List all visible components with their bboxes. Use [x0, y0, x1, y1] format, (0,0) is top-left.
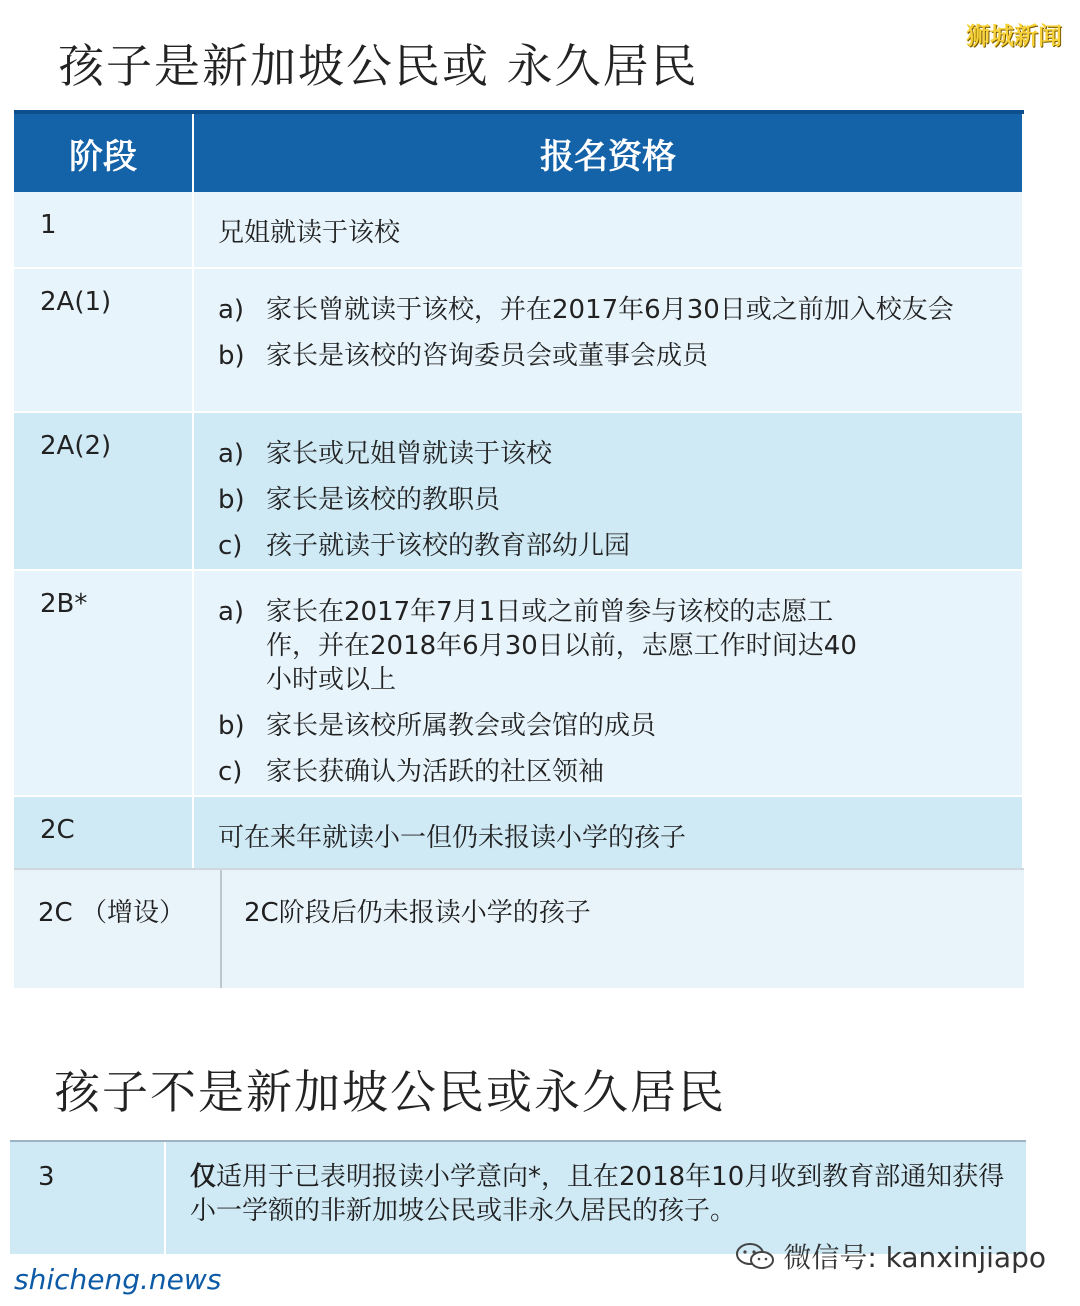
item-letter: c): [218, 757, 243, 787]
stage-cell: 1: [14, 192, 193, 268]
wechat-id-text: 微信号: kanxinjiapo: [783, 1241, 1046, 1274]
item-text: 家长是该校的咨询委员会或董事会成员: [266, 341, 709, 371]
item-letter: a): [218, 295, 245, 325]
stage-cell: 3: [38, 1162, 55, 1192]
item-text: 家长获确认为活跃的社区领袖: [266, 757, 605, 787]
stage-cell: 2A(2): [14, 412, 193, 570]
wechat-icon: [735, 1241, 775, 1271]
stage-cell: 2C （增设）: [38, 898, 185, 928]
eligibility-cell: [190, 1160, 1010, 1228]
table-row: [14, 412, 1023, 570]
item-letter: b): [218, 711, 245, 741]
item-letter: c): [218, 531, 243, 561]
table-row: [14, 192, 1023, 268]
item-text: 家长是该校所属教会或会馆的成员: [266, 711, 657, 741]
stage-cell: 2C: [14, 796, 193, 870]
item-text: 家长曾就读于该校，并在2017年6月30日或之前加入校友会: [266, 295, 954, 325]
item-letter: b): [218, 341, 245, 371]
watermark-logo-text: 狮城新闻: [966, 22, 1062, 50]
eligibility-text: 兄姐就读于该校: [218, 218, 401, 248]
heading-citizen: 孩子是新加坡公民或 永久居民: [58, 39, 699, 93]
item-text: 家长是该校的教职员: [266, 485, 501, 515]
eligibility-text: 2C阶段后仍未报读小学的孩子: [244, 898, 591, 928]
heading-non-citizen: 孩子不是新加坡公民或永久居民: [54, 1065, 726, 1119]
eligibility-cell: [193, 796, 1023, 870]
table-row: [14, 570, 1023, 796]
bold-prefix: 仅: [190, 1162, 217, 1192]
eligibility-table-citizen: [14, 110, 1024, 871]
watermark-wechat: [735, 1236, 1046, 1276]
watermark-site: shicheng.news: [14, 1263, 222, 1296]
eligibility-cell: [193, 192, 1023, 268]
eligibility-text: 可在来年就读小一但仍未报读小学的孩子: [218, 823, 687, 853]
eligibility-cell: [193, 570, 1023, 796]
item-text: 家长或兄姐曾就读于该校: [266, 439, 553, 469]
table-row: [14, 796, 1023, 870]
stage-cell: 2A(1): [14, 268, 193, 412]
item-text: 孩子就读于该校的教育部幼儿园: [266, 531, 631, 561]
header-stage: 阶段: [14, 112, 193, 192]
eligibility-text: 适用于已表明报读小学意向*，且在2018年10月收到教育部通知获得小一学额的非新加坡公民或非永久居民的孩子。: [190, 1162, 1005, 1226]
item-letter: b): [218, 485, 245, 515]
item-letter: a): [218, 597, 245, 627]
eligibility-cell: [193, 412, 1023, 570]
item-letter: a): [218, 439, 245, 469]
column-divider: [164, 1142, 166, 1254]
eligibility-table-additional: [14, 868, 1024, 988]
column-divider: [220, 870, 222, 988]
header-eligibility: 报名资格: [193, 112, 1023, 192]
table-row: [14, 268, 1023, 412]
item-text: 家长在2017年7月1日或之前曾参与该校的志愿工作，并在2018年6月30日以前，志愿工作时间达40小时或以上: [266, 597, 857, 695]
stage-cell: 2B*: [14, 570, 193, 796]
eligibility-cell: [193, 268, 1023, 412]
